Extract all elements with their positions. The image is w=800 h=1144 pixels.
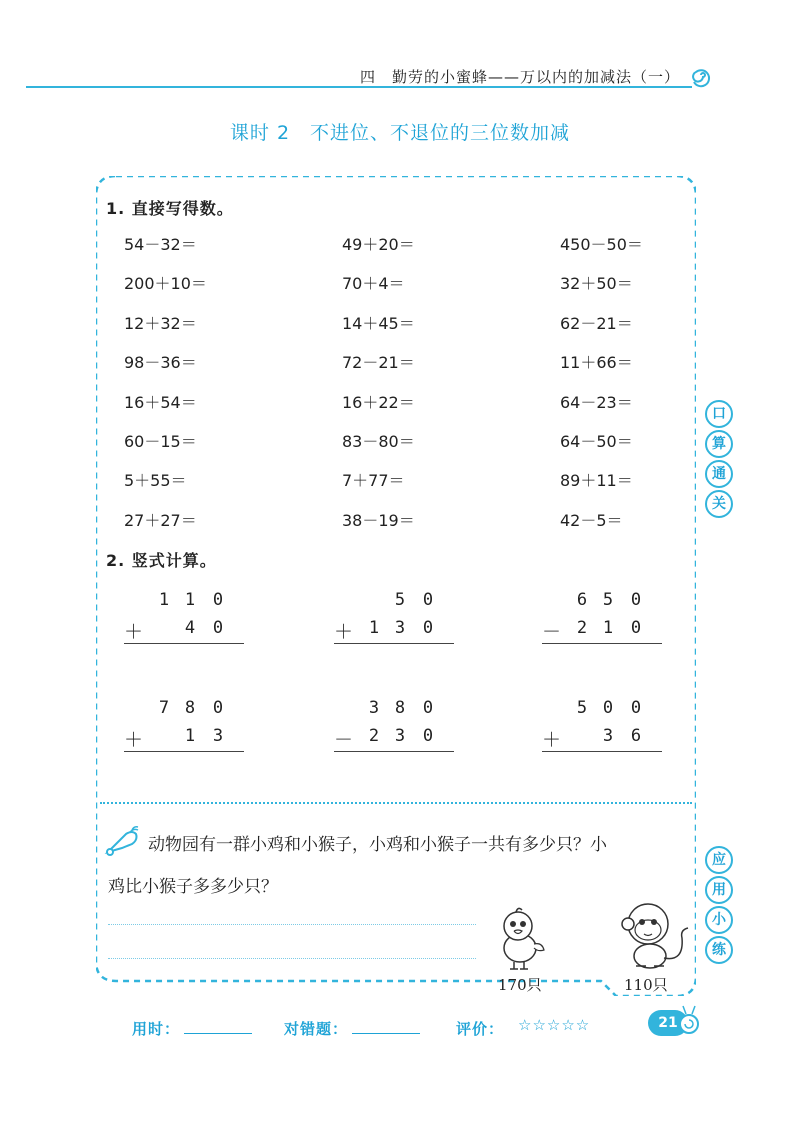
bottom-digit: 4 [184,618,196,638]
top-digit: 0 [212,698,224,718]
oral-problem: 14＋45＝ [342,313,415,333]
time-label-text: 用时： [132,1020,181,1038]
top-digit: 0 [630,698,642,718]
chick-count: 170只 [498,976,542,994]
answer-line [108,924,476,925]
section-divider [100,802,692,804]
oral-problem: 54－32＝ [124,235,197,254]
oral-problem: 64－23＝ [560,392,633,412]
bottom-digit: 2 [576,618,588,638]
oral-problem: 62－21＝ [560,313,633,333]
oral-problem: 70＋4＝ [342,274,405,294]
top-digit: 5 [602,590,614,610]
top-digit: 7 [158,698,170,718]
oral-problem: 32＋50＝ [560,274,633,294]
top-digit: 0 [422,590,434,610]
bottom-digit: 0 [630,618,642,638]
top-digit: 0 [630,590,642,610]
operator: ＋ [124,729,144,751]
trumpet-icon [104,826,140,858]
bottom-digit: 1 [368,618,380,638]
unit-header: 四 勤劳的小蜜蜂——万以内的加减法（一） [360,68,681,86]
side-tab-char: 关 [705,490,733,518]
time-label [132,1018,252,1039]
top-digit: 5 [576,698,588,718]
oral-problem: 38－19＝ [342,510,415,530]
oral-problem: 60－15＝ [124,432,197,451]
result-rule [542,751,662,752]
oral-problem: 16＋54＝ [124,392,197,412]
side-tab-char: 小 [705,906,733,934]
bottom-digit: 2 [368,726,380,746]
section1-title: 1. 直接写得数。 [106,199,234,218]
snail-icon [678,1002,700,1036]
bottom-digit: 3 [602,726,614,746]
rating-stars[interactable]: ☆☆☆☆☆ [518,1016,591,1034]
operator: － [334,729,354,751]
bottom-digit: 3 [212,726,224,746]
bottom-digit: 0 [422,618,434,638]
oral-problem: 49＋20＝ [342,235,415,254]
oral-problem: 450－50＝ [560,235,643,254]
correct-blank[interactable] [352,1019,420,1034]
header-rule [26,86,692,88]
monkey-count: 110只 [624,976,668,994]
bottom-digit: 0 [212,618,224,638]
oral-problem: 11＋66＝ [560,353,633,373]
result-rule [334,751,454,752]
bottom-digit: 1 [184,726,196,746]
oral-problem: 98－36＝ [124,353,197,373]
top-digit: 0 [602,698,614,718]
top-digit: 6 [576,590,588,610]
oral-problem: 200＋10＝ [124,274,207,294]
result-rule [124,643,244,644]
oral-problem: 7＋77＝ [342,471,405,491]
top-digit: 0 [212,590,224,610]
lesson-title: 课时 2 不进位、不退位的三位数加减 [229,122,571,144]
oral-problem: 27＋27＝ [124,510,197,530]
bottom-digit: 6 [630,726,642,746]
spiral-icon [688,62,714,88]
section2-title: 2. 竖式计算。 [106,551,217,570]
side-tab-char: 应 [705,846,733,874]
top-digit: 3 [368,698,380,718]
time-blank[interactable] [184,1019,252,1034]
top-digit: 8 [184,698,196,718]
answer-line [108,958,476,959]
side-tab-char: 算 [705,430,733,458]
top-digit: 5 [394,590,406,610]
side-tab-char: 口 [705,400,733,428]
result-rule [124,751,244,752]
correct-label [284,1018,420,1039]
word-problem-line1: 动物园有一群小鸡和小猴子，小鸡和小猴子一共有多少只？小 [148,835,607,855]
side-tab-char: 通 [705,460,733,488]
side-tab-char: 练 [705,936,733,964]
oral-problem: 83－80＝ [342,432,415,451]
page-number: 21 [648,1010,688,1036]
oral-problem: 16＋22＝ [342,392,415,412]
operator: ＋ [334,621,354,643]
result-rule [542,643,662,644]
bottom-digit: 0 [422,726,434,746]
top-digit: 0 [422,698,434,718]
word-problem-line2: 鸡比小猴子多多少只？ [108,877,278,897]
side-tab-char: 用 [705,876,733,904]
oral-problem: 64－50＝ [560,432,633,451]
oral-problem: 89＋11＝ [560,471,633,491]
oral-problem: 72－21＝ [342,353,415,373]
oral-problem: 42－5＝ [560,510,623,530]
result-rule [334,643,454,644]
operator: ＋ [124,621,144,643]
chick-illustration [492,906,548,972]
oral-problem: 5＋55＝ [124,471,187,491]
bottom-digit: 3 [394,726,406,746]
top-digit: 1 [158,590,170,610]
correct-label-text: 对错题： [284,1020,349,1038]
operator: ＋ [542,729,562,751]
top-digit: 1 [184,590,196,610]
operator: － [542,621,562,643]
top-digit: 8 [394,698,406,718]
bottom-digit: 3 [394,618,406,638]
bottom-digit: 1 [602,618,614,638]
monkey-illustration [620,900,690,972]
oral-problem: 12＋32＝ [124,313,197,333]
rating-label: 评价： [456,1020,505,1038]
